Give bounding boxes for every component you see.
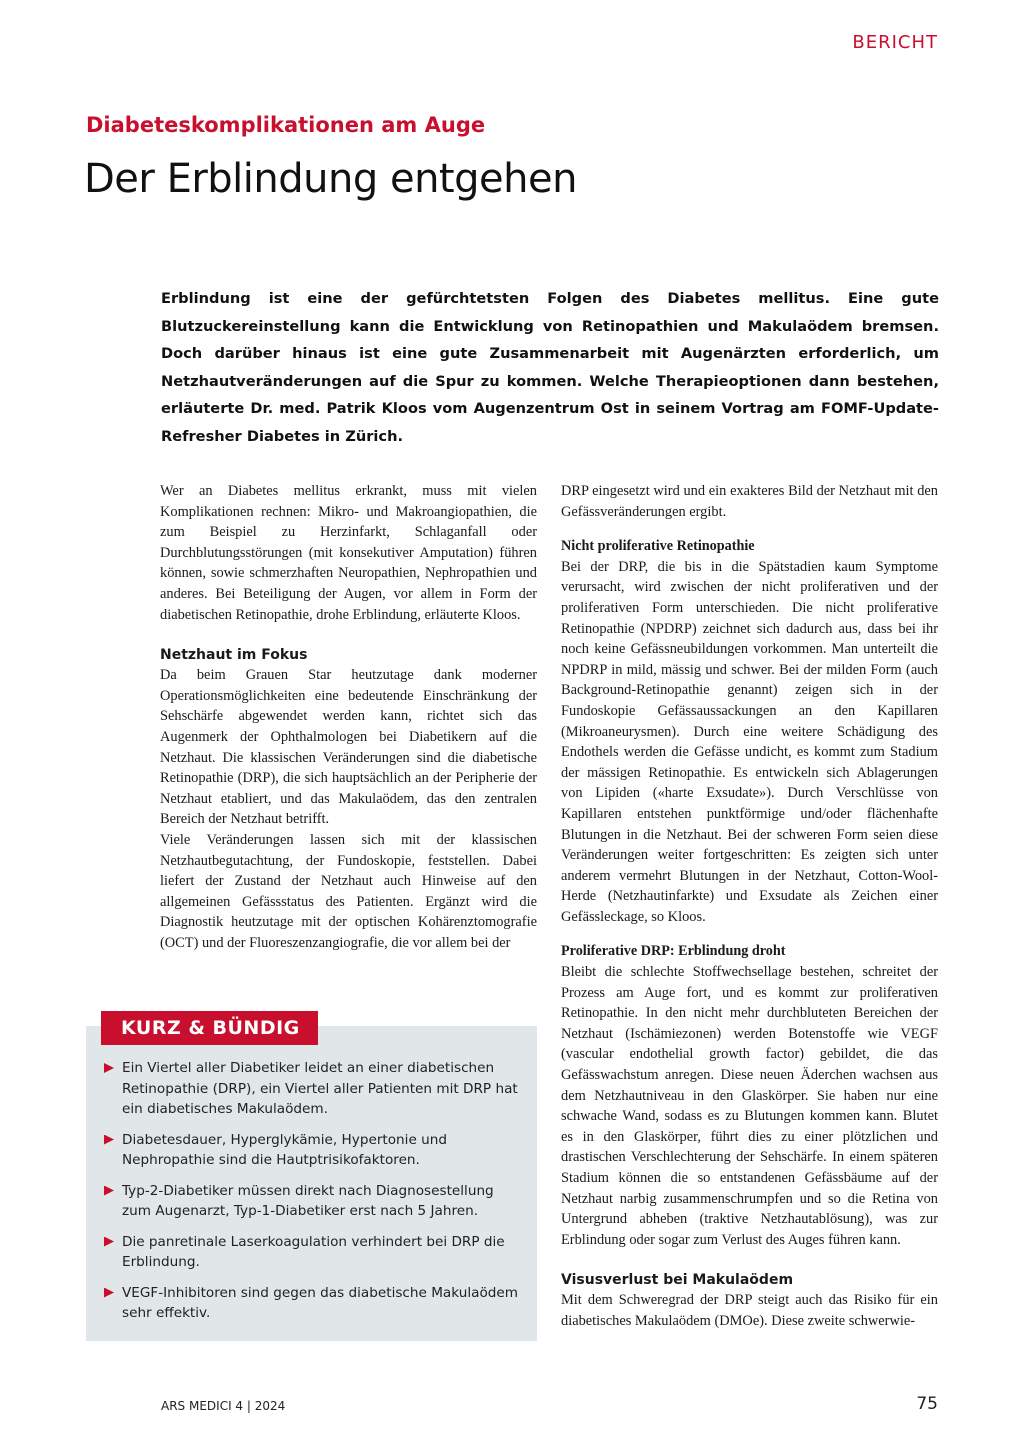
triangle-bullet-icon (104, 1135, 114, 1145)
article-title: Der Erblindung entgehen (84, 156, 577, 202)
body-paragraph: Mit dem Schweregrad der DRP steigt auch das Risiko für ein diabetisches Makulaödem (DMOe). Diese zweite schwerwie- (561, 1292, 938, 1329)
body-paragraph: Wer an Diabetes mellitus erkrankt, muss mit vielen Komplikationen rechnen: Mikro- und Makroangiopathien, die zum Beispiel zu Herzinfarkt, Schlaganfall oder Durchblutungsstörungen (mit konsekutiver Amputation) führen können, sowie schmerzhaften Neuropathien, Nephropathien und anderes. Bei Beteiligung der Augen, vor allem in Form der diabetischen Retinopathie, drohe Erblindung, erläuterte Kloos. (160, 483, 537, 623)
summary-item (102, 1058, 520, 1120)
summary-item (102, 1130, 520, 1171)
summary-item-text: Ein Viertel aller Diabetiker leidet an einer diabetischen Retinopathie (DRP), ein Viertel aller Patienten mit DRP hat ein diabetisches Makulaödem. (122, 1060, 518, 1117)
summary-item-text: Diabetesdauer, Hyperglykämie, Hypertonie und Nephropathie sind die Hautptrisikofaktoren. (122, 1131, 447, 1168)
subheading-nicht-proliferative: Nicht proliferative Retinopathie (561, 538, 755, 555)
summary-item (102, 1232, 520, 1273)
subheading-visusverlust: Visusverlust bei Makulaödem (561, 1272, 794, 1289)
triangle-bullet-icon (104, 1186, 114, 1196)
summary-box-title: KURZ & BÜNDIG (101, 1011, 318, 1045)
body-paragraph: DRP eingesetzt wird und ein exakteres Bild der Netzhaut mit den Gefässveränderungen ergibt. (561, 483, 938, 520)
triangle-bullet-icon (104, 1237, 114, 1247)
summary-item-text: Die panretinale Laserkoagulation verhindert bei DRP die Erblindung. (122, 1233, 505, 1270)
subheading-proliferative-drp: Proliferative DRP: Erblindung droht (561, 943, 786, 960)
triangle-bullet-icon (104, 1288, 114, 1298)
body-paragraph: Bei der DRP, die bis in die Spätstadien kaum Symptome verursacht, wird zwischen der nicht proliferativen und der proliferativen Form unterschieden. Die nicht proliferative Retinopathie (NPDRP) zeichnet sich dadurch aus, dass bei ihr noch keine Gefässneubildungen vorkommen. Man unterteilt die NPDRP in mild, mässig und schwer. Bei der milden Form (auch Background-Retinopathie genannt) zeigen sich in der Fundoskopie Gefässaussackungen an den Kapillaren (Mikroaneurysmen). Durch eine weitere Schädigung des Endothels werden die Gefässe undicht, es kommt zum Stadium der mässigen Retinopathie. Es entwickeln sich Ablagerungen von Lipiden («harte Exsudate»). Durch Verschlüsse von Kapillaren entstehen punktförmige und/oder flächenhafte Blutungen in die Netzhaut. Bei der schweren Form seien diese Veränderungen weiter fortgeschritten: Es zeigten sich unter anderem vermehrt Blutungen in der Netzhaut, Cotton-Wool-Herde (Netzhautinfarkte) und Exsudate als Zeichen einer Gefässleckage, so Kloos. (561, 558, 938, 925)
summary-item (102, 1283, 520, 1324)
summary-item-text: Typ-2-Diabetiker müssen direkt nach Diagnosestellung zum Augenarzt, Typ-1-Diabetiker erst nach 5 Jahren. (122, 1182, 494, 1219)
journal-issue: ARS MEDICI 4 | 2024 (161, 1399, 286, 1413)
summary-item-text: VEGF-Inhibitoren sind gegen das diabetische Makulaödem sehr effektiv. (122, 1284, 518, 1321)
page-number: 75 (916, 1394, 938, 1414)
body-paragraph: Da beim Grauen Star heutzutage dank moderner Operationsmöglichkeiten eine bedeutende Einschränkung der Sehschärfe abgewendet werden kann, richtet sich das Augenmerk der Ophthalmologen bei Diabetikern auf die Netzhaut. Die klassischen Veränderungen sind die diabetische Retinopathie (DRP), die sich hauptsächlich an der Peripherie der Netzhaut etabliert, und das Makulaödem, das den zentralen Bereich der Netzhaut betrifft. (160, 667, 537, 828)
article-lead: Erblindung ist eine der gefürchtetsten Folgen des Diabetes mellitus. Eine gute Blutzuckereinstellung kann die Entwicklung von Retinopathien und Makulaödem bremsen. Doch darüber hinaus ist eine gute Zusammenarbeit mit Augenärzten erforderlich, um Netzhautveränderungen auf die Spur zu kommen. Welche Therapieoptionen dann bestehen, erläuterte Dr. med. Patrik Kloos vom Augenzentrum Ost in seinem Vortrag am FOMF-Update-Refresher Diabetes in Zürich. (161, 290, 939, 445)
text-column-right (561, 481, 938, 1332)
triangle-bullet-icon (104, 1063, 114, 1073)
body-paragraph: Bleibt die schlechte Stoffwechsellage bestehen, schreitet der Prozess am Auge fort, und es kommt zur proliferativen Retinopathie. In den nicht mehr durchbluteten Bereichen der Netzhaut (Ischämiezonen) werden Botenstoffe wie VEGF (vascular endothelial growth factor) gebildet, die das Gefässwachstum anregen. Diese neuen Äderchen wachsen aus dem Netzhautniveau in den Glaskörper. Sie haben nur eine schwache Wand, sodass es zu Blutungen kommen kann. Blutet es in den Glaskörper, führt dies zu einer plötzlichen und drastischen Verschlechterung der Sehschärfe. In einem späteren Stadium können die so entstandenen Gefässbäume auf der Netzhaut narbig zusammenschrumpfen und so die Retina von Untergrund abheben (traktive Netzhautablösung), was zur Erblindung oder sogar zum Verlust des Auges führen kann. (561, 964, 938, 1248)
article-kicker: Diabeteskomplikationen am Auge (86, 113, 486, 137)
summary-list (102, 1058, 520, 1334)
summary-item (102, 1181, 520, 1222)
body-paragraph: Viele Veränderungen lassen sich mit der klassischen Netzhautbegutachtung, der Fundoskopie, feststellen. Dabei liefert der Zustand der Netzhaut auch Hinweise auf den allgemeinen Gefässstatus des Patienten. Ergänzt wird die Diagnostik heutzutage mit der optischen Kohärenztomografie (OCT) und der Fluoreszenzangiografie, die vor allem bei der (160, 831, 537, 951)
subheading-netzhaut-im-fokus: Netzhaut im Fokus (160, 647, 308, 664)
text-column-left (160, 481, 537, 953)
section-label: BERICHT (852, 32, 938, 53)
